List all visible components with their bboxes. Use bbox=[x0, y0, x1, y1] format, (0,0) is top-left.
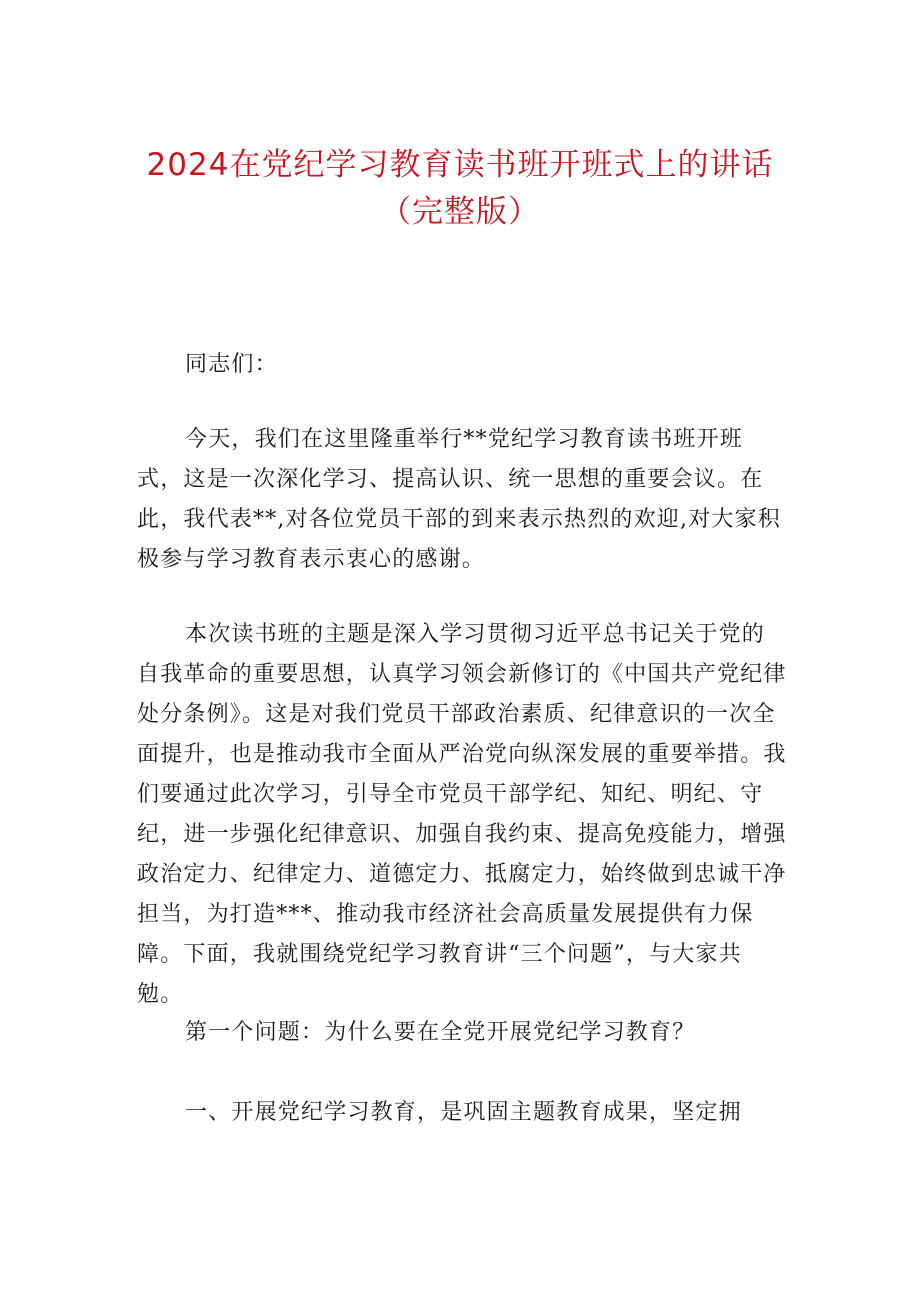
salutation: 同志们： bbox=[185, 352, 278, 377]
section-heading: 第一个问题：为什么要在全党开展党纪学习教育？ bbox=[185, 1020, 696, 1045]
paragraph-opening: 今天，我们在这里隆重举行**党纪学习教育读书班开班式，这是一次深化学习、提高认识、统一思想的重要会议。在此，我代表**,对各位党员干部的到来表示热烈的欢迎,对大家积极参与学习教育表示衷心的感谢。 bbox=[137, 427, 781, 572]
paragraph-theme: 本次读书班的主题是深入学习贯彻习近平总书记关于党的自我革命的重要思想，认真学习领会新修订的《中国共产党纪律处分条例》。这是对我们党员干部政治素质、纪律意识的一次全面提升，也是推动我市全面从严治党向纵深发展的重要举措。我们要通过此次学习，引导全市党员干部学纪、知纪、明纪、守纪，进一步强化纪律意识、加强自我约束、提高免疫能力，增强政治定力、纪律定力、道德定力、抵腐定力，始终做到忠诚干净担当，为打造***、推动我市经济社会高质量发展提供有力保障。下面，我就围绕党纪学习教育讲“三个问题”，与大家共勉。 bbox=[137, 622, 787, 1007]
document-title: 2024在党纪学习教育读书班开班式上的讲话（完整版） bbox=[146, 147, 774, 230]
subsection-heading: 一、开展党纪学习教育，是巩固主题教育成果，坚定拥 bbox=[185, 1100, 742, 1125]
